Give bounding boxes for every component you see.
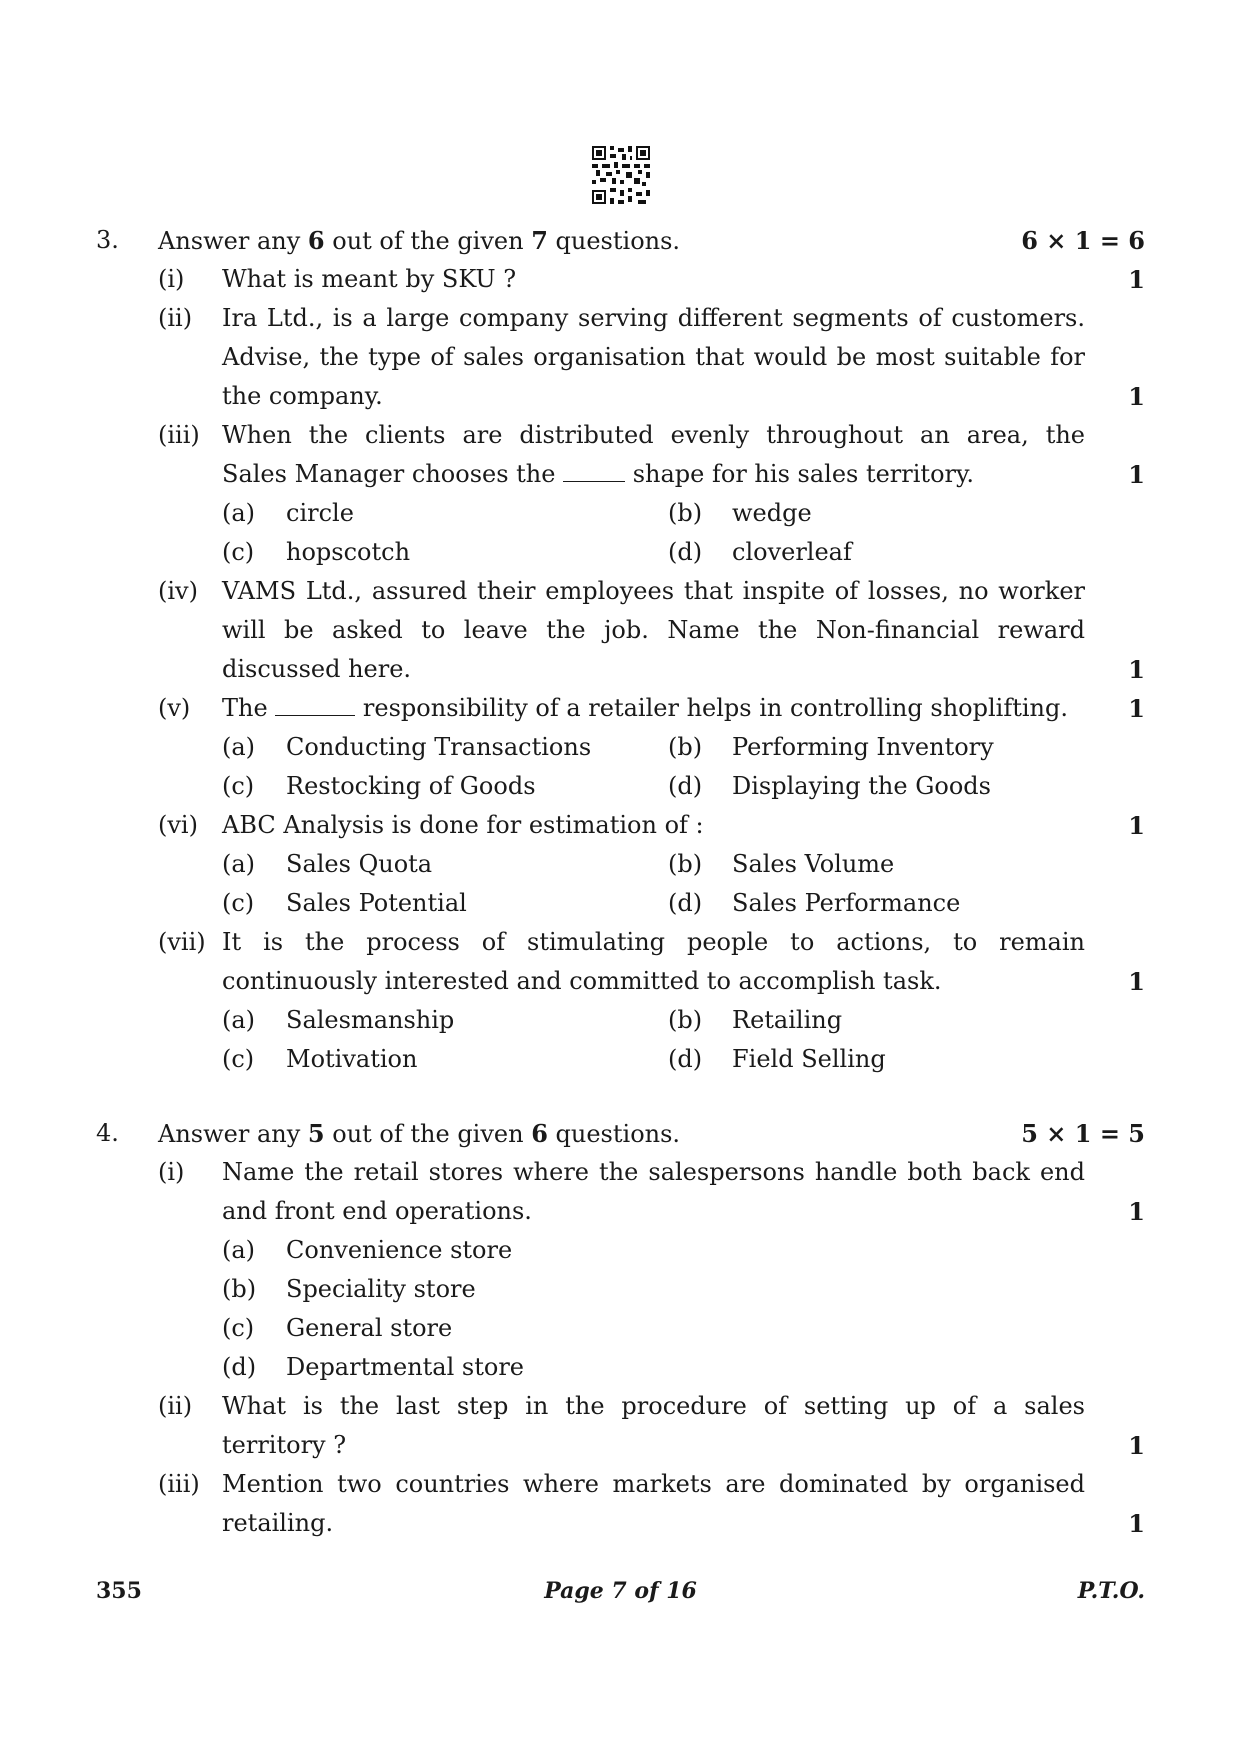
options-row: (a) Sales Quota (b) Sales Volume xyxy=(96,845,1145,884)
sub-question-text: will be asked to leave the job. Name the Non-financial reward xyxy=(222,616,1085,644)
question-total-marks: 6 × 1 = 6 xyxy=(1021,226,1145,255)
page-number: Page 7 of 16 xyxy=(544,1578,697,1604)
sub-question-text: The responsibility of a retailer helps in controlling shoplifting. xyxy=(222,694,1068,722)
marks: 1 xyxy=(1128,265,1145,294)
option-text: Salesmanship xyxy=(286,1006,455,1034)
sub-question-text: Advise, the type of sales organisation that would be most suitable for xyxy=(222,343,1085,371)
options-row: (b) Speciality store xyxy=(96,1270,1145,1309)
sub-question: (iii) Mention two countries where markets are dominated by organised xyxy=(96,1465,1145,1504)
marks: 1 xyxy=(1128,811,1145,840)
sub-question: (iii) When the clients are distributed evenly throughout an area, the xyxy=(96,416,1145,455)
option-text: wedge xyxy=(732,499,812,527)
options-row: (c) Sales Potential (d) Sales Performance xyxy=(96,884,1145,923)
qr-code-icon xyxy=(592,146,650,204)
pto-label: P.T.O. xyxy=(1077,1578,1145,1604)
question-total-marks: 5 × 1 = 5 xyxy=(1021,1119,1145,1148)
option-text: Departmental store xyxy=(286,1353,524,1381)
option-text: Sales Quota xyxy=(286,850,433,878)
marks: 1 xyxy=(1128,967,1145,996)
question-instruction: Answer any 6 out of the given 7 questions. xyxy=(158,226,681,255)
marks: 1 xyxy=(1128,1197,1145,1226)
sub-question-text: retailing. xyxy=(222,1509,334,1537)
question-number: 3. xyxy=(96,226,119,254)
marks: 1 xyxy=(1128,1431,1145,1460)
sub-question: (vii) It is the process of stimulating people to actions, to remain xyxy=(96,923,1145,962)
sub-question: (i) Name the retail stores where the salespersons handle both back end xyxy=(96,1153,1145,1192)
option-text: Motivation xyxy=(286,1045,418,1073)
option-text: hopscotch xyxy=(286,538,411,566)
options-row: (a) Conducting Transactions (b) Performing Inventory xyxy=(96,728,1145,767)
sub-question: (vi) ABC Analysis is done for estimation of : 1 xyxy=(96,806,1145,845)
options-row: (d) Departmental store xyxy=(96,1348,1145,1387)
marks: 1 xyxy=(1128,460,1145,489)
options-row: (c) General store xyxy=(96,1309,1145,1348)
answer-blank xyxy=(563,461,625,482)
sub-question-text: VAMS Ltd., assured their employees that inspite of losses, no worker xyxy=(222,577,1085,605)
sub-question-text: When the clients are distributed evenly throughout an area, the xyxy=(222,421,1085,449)
answer-blank xyxy=(275,695,355,716)
marks: 1 xyxy=(1128,655,1145,684)
sub-question-text: Name the retail stores where the salespersons handle both back end xyxy=(222,1158,1085,1186)
sub-question-text: Mention two countries where markets are dominated by organised xyxy=(222,1470,1085,1498)
sub-question: (i) What is meant by SKU ? 1 xyxy=(96,260,1145,299)
option-text: Conducting Transactions xyxy=(286,733,592,761)
option-text: Sales Performance xyxy=(732,889,961,917)
options-row: (c) Restocking of Goods (d) Displaying the Goods xyxy=(96,767,1145,806)
question-4-header xyxy=(96,1114,1145,1153)
sub-question-text: Ira Ltd., is a large company serving different segments of customers. xyxy=(222,304,1085,332)
sub-question-text: discussed here. xyxy=(222,655,412,683)
sub-question: (ii) What is the last step in the procedure of setting up of a sales xyxy=(96,1387,1145,1426)
sub-question-text: territory ? xyxy=(222,1431,347,1459)
question-4 xyxy=(96,1114,1145,1543)
options-row: (c) Motivation (d) Field Selling xyxy=(96,1040,1145,1079)
sub-question-text: Sales Manager chooses the shape for his sales territory. xyxy=(222,460,974,488)
options-row: (a) circle (b) wedge xyxy=(96,494,1145,533)
sub-question-text: What is the last step in the procedure of setting up of a sales xyxy=(222,1392,1085,1420)
question-number: 4. xyxy=(96,1119,119,1147)
sub-question: (ii) Ira Ltd., is a large company serving different segments of customers. xyxy=(96,299,1145,338)
options-row: (a) Salesmanship (b) Retailing xyxy=(96,1001,1145,1040)
option-text: cloverleaf xyxy=(732,538,852,566)
option-text: Performing Inventory xyxy=(732,733,994,761)
marks: 1 xyxy=(1128,1509,1145,1538)
question-instruction: Answer any 5 out of the given 6 questions. xyxy=(158,1119,681,1148)
paper-code: 355 xyxy=(96,1578,142,1604)
option-text: Speciality store xyxy=(286,1275,476,1303)
sub-question-text: continuously interested and committed to accomplish task. xyxy=(222,967,942,995)
option-text: Restocking of Goods xyxy=(286,772,536,800)
option-text: Retailing xyxy=(732,1006,843,1034)
sub-question-text: It is the process of stimulating people to actions, to remain xyxy=(222,928,1085,956)
sub-question: (iv) VAMS Ltd., assured their employees that inspite of losses, no worker xyxy=(96,572,1145,611)
option-text: Field Selling xyxy=(732,1045,886,1073)
marks: 1 xyxy=(1128,694,1145,723)
option-text: Sales Volume xyxy=(732,850,895,878)
option-text: circle xyxy=(286,499,354,527)
question-3 xyxy=(96,221,1145,1079)
option-text: Convenience store xyxy=(286,1236,513,1264)
question-3-header xyxy=(96,221,1145,260)
option-text: Sales Potential xyxy=(286,889,467,917)
sub-question: (v) The responsibility of a retailer helps in controlling shoplifting. 1 xyxy=(96,689,1145,728)
sub-question-text: What is meant by SKU ? xyxy=(222,265,517,293)
options-row: (c) hopscotch (d) cloverleaf xyxy=(96,533,1145,572)
sub-question-text: the company. xyxy=(222,382,383,410)
marks: 1 xyxy=(1128,382,1145,411)
options-row: (a) Convenience store xyxy=(96,1231,1145,1270)
sub-question-text: ABC Analysis is done for estimation of : xyxy=(222,811,704,839)
sub-question-text: and front end operations. xyxy=(222,1197,532,1225)
option-text: Displaying the Goods xyxy=(732,772,991,800)
page-footer xyxy=(96,1578,1145,1608)
option-text: General store xyxy=(286,1314,453,1342)
